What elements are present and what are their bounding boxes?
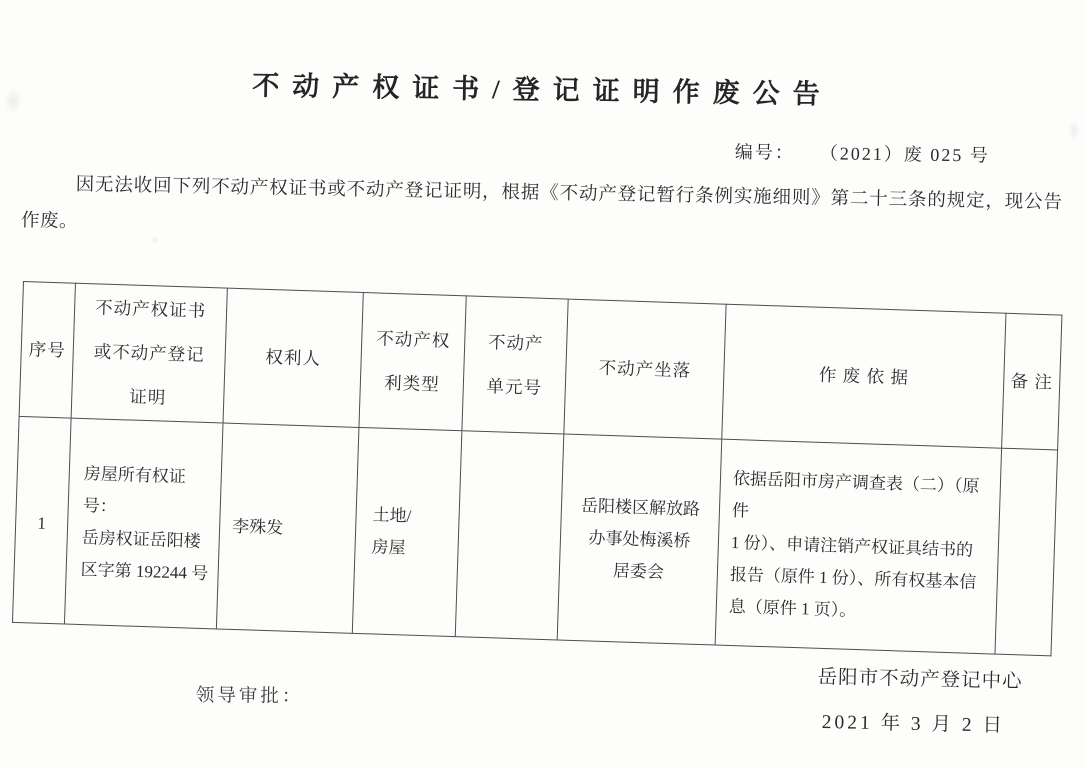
invalidation-table <box>12 281 1062 656</box>
issue-date: 2021 年 3 月 2 日 <box>821 711 1006 737</box>
approval-label: 领导审批： <box>195 685 304 708</box>
header-remark: 备 注 <box>1002 313 1062 450</box>
cell-serial-number: 1 <box>12 416 71 624</box>
header-certificate: 不动产权证书 或不动产登记 证明 <box>71 283 227 423</box>
doc-number-value: （2021）废 025 号 <box>828 143 990 166</box>
header-location: 不动产坐落 <box>564 299 726 439</box>
scan-speck <box>1068 120 1080 140</box>
table-row <box>12 416 1057 655</box>
cell-property-location: 岳阳楼区解放路 办事处梅溪桥 居委会 <box>557 434 722 645</box>
cell-certificate-number: 房屋所有权证号： 岳房权证岳阳楼 区字第 192244 号 <box>64 418 223 629</box>
page-title: 不动产权证书/登记证明作废公告 <box>251 70 833 110</box>
issuer-name: 岳阳市不动产登记中心 <box>817 666 1023 693</box>
cell-remark <box>995 448 1058 656</box>
cell-right-holder: 李殊发 <box>216 423 359 633</box>
doc-number-line <box>735 138 990 168</box>
header-right-type: 不动产权 利类型 <box>359 292 466 430</box>
header-holder: 权利人 <box>223 288 363 427</box>
cell-unit-number <box>455 431 564 640</box>
header-unit-number: 不动产 单元号 <box>462 296 568 434</box>
cell-right-type: 土地/ 房屋 <box>352 427 462 636</box>
invalidation-table-wrap <box>12 281 1061 656</box>
header-invalidation-basis: 作 废 依 据 <box>722 304 1006 448</box>
intro-paragraph: 因无法收回下列不动产权证书或不动产登记证明，根据《不动产登记暂行条例实施细则》第二十三条的规定，现公告作废。 <box>20 174 1063 233</box>
doc-number-label: 编号： <box>734 141 795 163</box>
header-serial: 序号 <box>19 282 75 419</box>
cell-invalidation-basis: 依据岳阳市房产调查表（二）（原件 1 份）、申请注销产权证具结书的 报告（原件 1 份）、所有权基本信 息（原件 1 页）。 <box>715 439 1002 654</box>
